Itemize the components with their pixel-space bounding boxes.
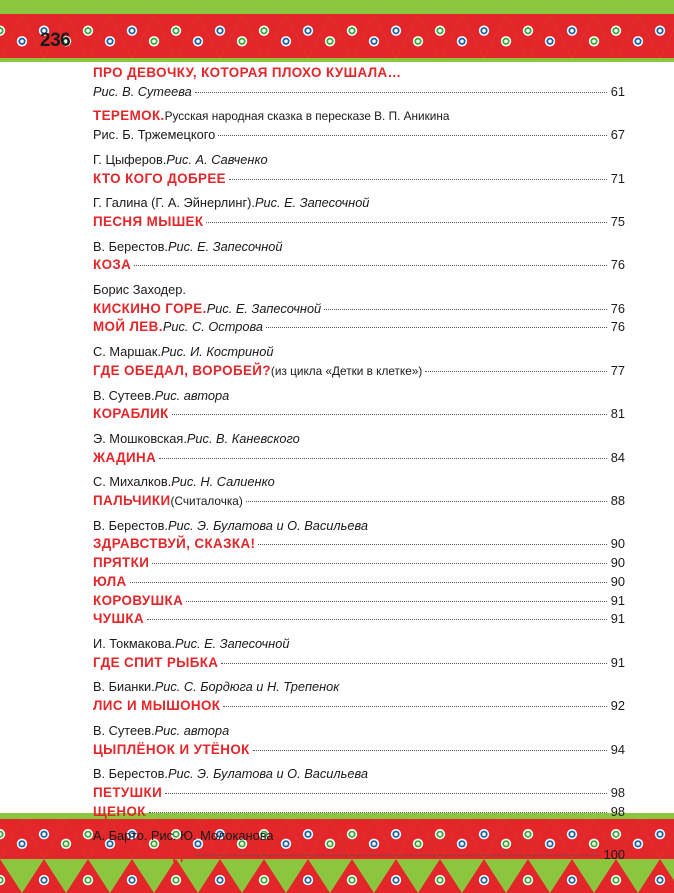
border-dot <box>636 842 640 846</box>
border-dot <box>526 29 530 33</box>
border-dot <box>262 29 266 33</box>
dot-leader <box>147 619 607 620</box>
border-dot <box>86 878 90 882</box>
toc-line <box>93 213 625 232</box>
border-dot <box>130 29 134 33</box>
border-dot <box>42 878 46 882</box>
toc-line <box>93 492 625 511</box>
border-dot <box>86 832 90 836</box>
toc-note: (из цикла «Детки в клетке») <box>270 363 423 378</box>
border-dot <box>460 39 464 43</box>
toc-line <box>93 573 625 592</box>
toc-illustrator: Рис. В. Каневского <box>186 430 300 446</box>
border-dot <box>262 878 266 882</box>
border-dot <box>328 39 332 43</box>
border-dot <box>196 39 200 43</box>
toc-title: МОЙ ЛЕВ. <box>93 319 163 335</box>
toc-line <box>93 678 625 697</box>
toc-author: Борис Заходер. <box>93 282 186 298</box>
toc-illustrator: Рис. С. Острова <box>162 319 263 335</box>
toc-illustrator: Рис. Н. Салиенко <box>171 474 275 490</box>
dot-leader <box>206 222 606 223</box>
toc-author: В. Берестов. <box>93 766 168 782</box>
toc-line <box>93 300 625 319</box>
toc-line <box>93 318 625 337</box>
border-dot <box>152 39 156 43</box>
toc-page-number: 88 <box>610 493 625 509</box>
border-dot <box>64 842 68 846</box>
toc-illustrator: Рис. А. Савченко <box>166 151 268 167</box>
border-dot <box>614 878 618 882</box>
border-dot <box>548 39 552 43</box>
top-decorative-border <box>0 0 674 62</box>
toc-title: ЖАДИНА <box>93 449 157 465</box>
toc-entry <box>93 151 625 188</box>
toc-line <box>93 554 625 573</box>
toc-entry <box>93 430 625 467</box>
toc-page-number: 77 <box>610 362 625 378</box>
toc-page-number: 76 <box>610 319 625 335</box>
toc-title: ПЕСНЯ МЫШЕК <box>93 213 204 229</box>
toc-entry <box>93 473 625 510</box>
toc-entry <box>93 343 625 380</box>
border-dot <box>658 832 662 836</box>
toc-illustrator: Рис. И. Костриной <box>160 344 274 360</box>
border-dot <box>658 878 662 882</box>
toc-illustrator: Рис. автора <box>154 387 230 403</box>
toc-line <box>93 343 625 362</box>
table-of-contents <box>93 64 625 871</box>
dot-leader <box>229 179 607 180</box>
dot-leader <box>165 793 607 794</box>
toc-author: В. Сутеев. <box>93 387 155 403</box>
toc-page-number: 71 <box>610 170 625 186</box>
border-dot <box>636 39 640 43</box>
toc-page-number: 61 <box>610 83 625 99</box>
toc-line <box>93 430 625 449</box>
dot-leader <box>152 563 607 564</box>
toc-title: ГДЕ ОБЕДАЛ, ВОРОБЕЙ? <box>93 362 271 378</box>
toc-line <box>93 387 625 406</box>
toc-title: ПРЯТКИ <box>93 555 150 571</box>
toc-page-number: 75 <box>610 213 625 229</box>
border-dot <box>438 29 442 33</box>
toc-title: КТО КОГО ДОБРЕЕ <box>93 170 227 186</box>
toc-illustrator: Рис. Е. Запесочной <box>174 635 290 651</box>
toc-entry <box>93 387 625 424</box>
dot-leader <box>186 601 607 602</box>
toc-line <box>93 592 625 611</box>
toc-line <box>93 256 625 275</box>
toc-page-number: 94 <box>610 741 625 757</box>
border-dot <box>20 39 24 43</box>
toc-author: Э. Мошковская. <box>93 430 187 446</box>
border-dot <box>174 29 178 33</box>
toc-author: Г. Цыферов. <box>93 151 167 167</box>
border-dot <box>482 29 486 33</box>
border-dot <box>394 878 398 882</box>
dot-leader <box>425 371 606 372</box>
toc-line <box>93 654 625 673</box>
toc-line <box>93 151 625 170</box>
border-dot <box>570 29 574 33</box>
border-dot <box>306 878 310 882</box>
toc-title: КОРАБЛИК <box>93 406 169 422</box>
dot-leader <box>159 458 607 459</box>
border-dot <box>86 29 90 33</box>
toc-line <box>93 126 625 145</box>
toc-title: ПЕТУШКИ <box>93 784 163 800</box>
toc-illustrator: Рис. Е. Запесочной <box>254 195 370 211</box>
border-dot <box>20 842 24 846</box>
page-number: 236 <box>40 30 71 51</box>
toc-page-number: 90 <box>610 555 625 571</box>
toc-page-number: 91 <box>610 592 625 608</box>
border-dot <box>42 832 46 836</box>
toc-line <box>93 827 625 846</box>
dot-leader <box>221 663 606 664</box>
toc-line <box>93 107 625 126</box>
toc-author: Г. Галина (Г. А. Эйнерлинг). <box>93 195 255 211</box>
toc-page-number: 91 <box>610 654 625 670</box>
dot-leader <box>196 855 600 856</box>
toc-title: ЗДРАВСТВУЙ, СКАЗКА! <box>93 536 256 552</box>
border-dot <box>526 878 530 882</box>
toc-entry <box>93 238 625 275</box>
toc-illustrator: Рис. Е. Запесочной <box>167 238 283 254</box>
toc-line <box>93 535 625 554</box>
toc-line <box>93 765 625 784</box>
border-dot <box>350 878 354 882</box>
toc-page-number: 100 <box>603 847 625 863</box>
toc-page-number: 98 <box>610 784 625 800</box>
border-dot <box>438 878 442 882</box>
toc-illustrator: Рис. Э. Булатова и О. Васильева <box>167 766 368 782</box>
toc-illustrator: Рис. автора <box>154 722 230 738</box>
toc-line <box>93 64 625 83</box>
toc-illustrator: Рис. С. Бордюга и Н. Трепенок <box>154 679 340 695</box>
dot-leader <box>195 92 607 93</box>
toc-entry <box>93 107 625 144</box>
toc-author: Рис. Б. Тржемецкого <box>93 127 216 143</box>
toc-entry <box>93 722 625 759</box>
toc-title: ЦЫПЛЁНОК И УТЁНОК <box>93 741 250 757</box>
toc-entry <box>93 281 625 337</box>
toc-line <box>93 741 625 760</box>
toc-title: КИСКИНО ГОРЕ. <box>93 300 207 316</box>
toc-note: (Считалочка) <box>170 494 243 509</box>
border-dot <box>218 878 222 882</box>
toc-author: С. Маршак. <box>93 344 161 360</box>
toc-line <box>93 194 625 213</box>
toc-title: ЩЕНОК <box>93 803 146 819</box>
toc-page-number: 76 <box>610 300 625 316</box>
border-dot <box>416 39 420 43</box>
dot-leader <box>246 501 607 502</box>
toc-line <box>93 473 625 492</box>
toc-title: ПРО ДЕВОЧКУ, КОТОРАЯ ПЛОХО КУШАЛА… <box>93 65 402 80</box>
border-dot <box>350 29 354 33</box>
dot-leader <box>218 135 607 136</box>
toc-author: В. Берестов. <box>93 238 168 254</box>
toc-title: ГУСИ-ЛЕБЕДИ <box>93 847 194 863</box>
border-dot <box>108 39 112 43</box>
toc-entry <box>93 827 625 864</box>
toc-entry <box>93 517 625 629</box>
toc-line <box>93 784 625 803</box>
toc-page-number: 90 <box>610 573 625 589</box>
toc-line <box>93 238 625 257</box>
dot-leader <box>134 265 607 266</box>
toc-line <box>93 170 625 189</box>
toc-line <box>93 405 625 424</box>
toc-author: В. Берестов. <box>93 517 168 533</box>
toc-line <box>93 635 625 654</box>
border-dot <box>372 39 376 43</box>
toc-line <box>93 610 625 629</box>
toc-author: И. Токмакова. <box>93 635 175 651</box>
border-dot <box>174 878 178 882</box>
toc-page-number: 98 <box>610 803 625 819</box>
border-dot <box>306 29 310 33</box>
dot-leader <box>253 750 607 751</box>
toc-title: ЮЛА <box>93 573 127 589</box>
dot-leader <box>130 582 607 583</box>
toc-line <box>93 83 625 102</box>
dot-leader <box>172 414 607 415</box>
border-dot <box>130 878 134 882</box>
toc-line <box>93 722 625 741</box>
toc-author: В. Сутеев. <box>93 722 155 738</box>
toc-entry <box>93 64 625 101</box>
border-dot <box>570 878 574 882</box>
toc-title: ГДЕ СПИТ РЫБКА <box>93 654 219 670</box>
toc-title: КОЗА <box>93 257 132 273</box>
toc-page-number: 81 <box>610 406 625 422</box>
border-dot <box>218 29 222 33</box>
toc-page-number: 90 <box>610 536 625 552</box>
toc-entry <box>93 765 625 821</box>
dot-leader <box>324 309 607 310</box>
toc-title: КОРОВУШКА <box>93 592 184 608</box>
border-dot <box>614 29 618 33</box>
toc-line <box>93 281 625 300</box>
toc-page-number: 84 <box>610 449 625 465</box>
dot-leader <box>223 706 606 707</box>
toc-title: ЧУШКА <box>93 611 145 627</box>
dot-leader <box>149 812 607 813</box>
border-dot <box>240 39 244 43</box>
toc-page-number: 67 <box>610 127 625 143</box>
border-dot <box>658 29 662 33</box>
toc-line <box>93 697 625 716</box>
toc-line <box>93 846 625 865</box>
toc-illustrator: Рис. Э. Булатова и О. Васильева <box>167 517 368 533</box>
toc-author: В. Бианки. <box>93 679 155 695</box>
toc-title: ТЕРЕМОК. <box>93 108 165 124</box>
toc-line <box>93 362 625 381</box>
border-dot <box>504 39 508 43</box>
toc-note: Русская народная сказка в пересказе В. П. Аникина <box>164 109 450 124</box>
toc-illustrator: Рис. В. Сутеева <box>93 83 192 99</box>
toc-page-number: 92 <box>610 698 625 714</box>
toc-page-number: 76 <box>610 257 625 273</box>
border-dot <box>394 29 398 33</box>
toc-entry <box>93 635 625 672</box>
toc-author: С. Михалков. <box>93 474 172 490</box>
dot-leader <box>266 327 607 328</box>
toc-author: А. Барто. Рис. Ю. Молоканова <box>93 828 274 844</box>
toc-title: ПАЛЬЧИКИ <box>93 493 171 509</box>
border-dot <box>592 39 596 43</box>
toc-line <box>93 517 625 536</box>
toc-line <box>93 803 625 822</box>
toc-title: ЛИС И МЫШОНОК <box>93 698 221 714</box>
toc-entry <box>93 194 625 231</box>
dot-leader <box>258 544 606 545</box>
border-dot <box>482 878 486 882</box>
border-dot <box>284 39 288 43</box>
toc-line <box>93 449 625 468</box>
toc-page-number: 91 <box>610 611 625 627</box>
toc-entry <box>93 678 625 715</box>
toc-illustrator: Рис. Е. Запесочной <box>206 300 322 316</box>
